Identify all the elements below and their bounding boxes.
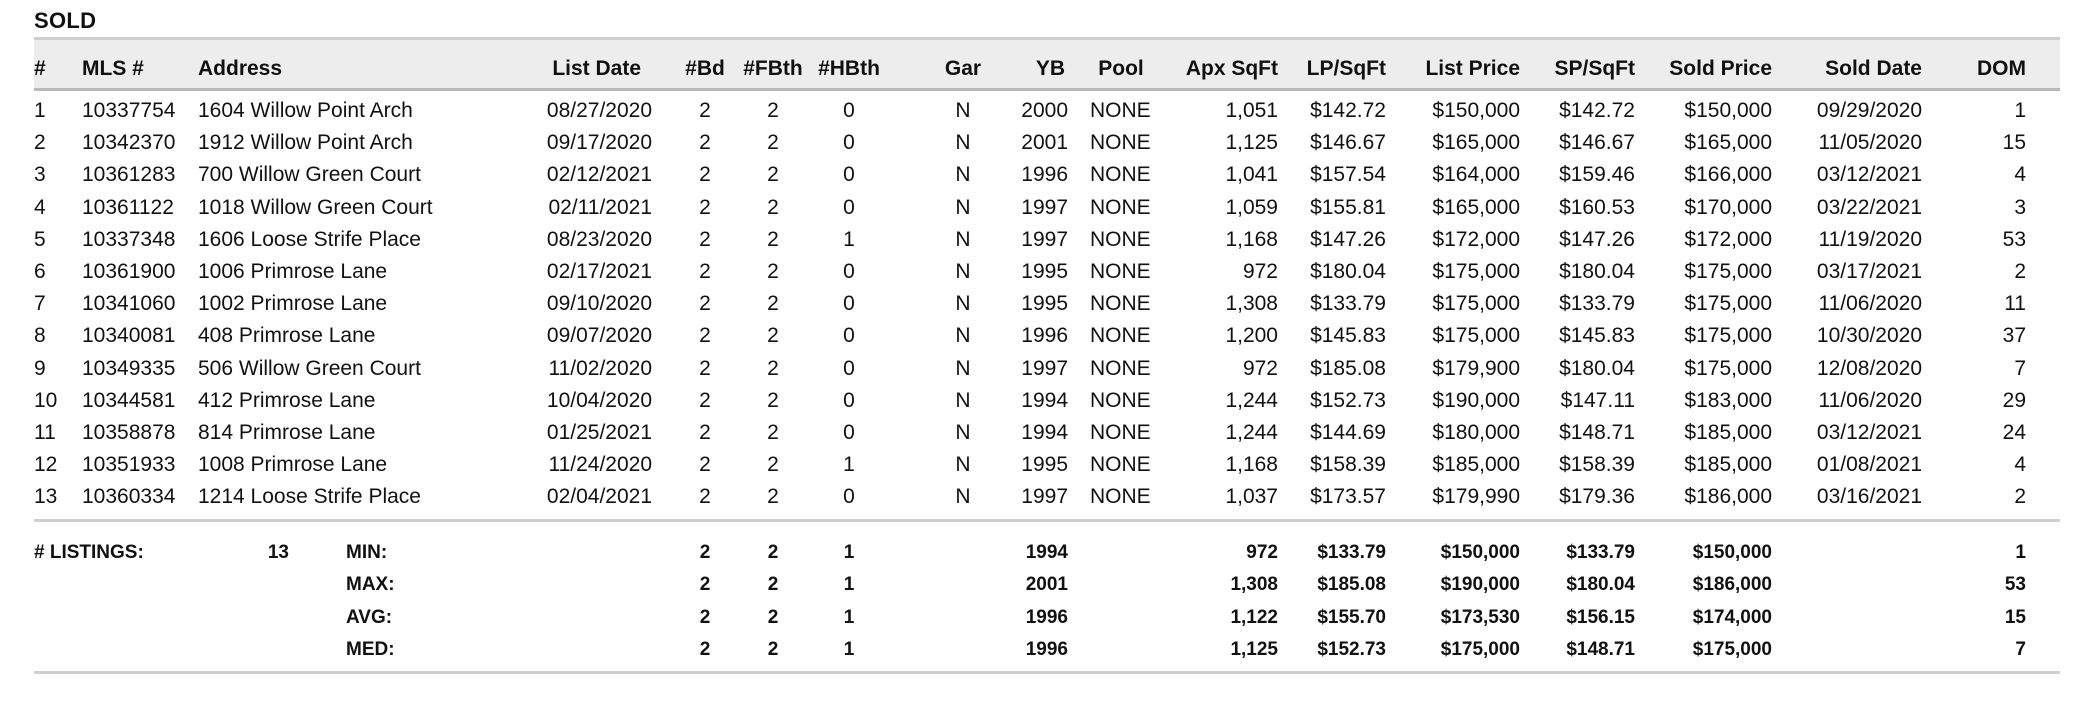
cell-address: 506 Willow Green Court [198, 356, 421, 380]
summary-hbth: 1 [843, 606, 855, 628]
column-header-sqft: Apx SqFt [1185, 57, 1278, 80]
cell-address: 412 Primrose Lane [198, 388, 376, 412]
cell-sold-date: 11/06/2020 [1818, 292, 1922, 316]
summary-label: MED: [346, 638, 395, 660]
cell-lp-sqft: $133.79 [1310, 292, 1386, 316]
cell-hbth: 0 [843, 131, 855, 155]
cell-row-num: 10 [34, 388, 58, 412]
cell-sqft: 972 [1242, 356, 1278, 380]
cell-hbth: 1 [843, 227, 855, 251]
cell-list-date: 11/24/2020 [548, 453, 652, 477]
cell-bd: 2 [699, 99, 711, 122]
cell-bd: 2 [699, 227, 711, 251]
cell-row-num: 2 [34, 131, 46, 155]
column-header-yb: YB [1035, 57, 1065, 80]
column-header-bd: #Bd [685, 57, 725, 80]
cell-sqft: 1,059 [1225, 195, 1278, 219]
cell-dom: 7 [2014, 356, 2026, 380]
cell-bd: 2 [699, 453, 711, 477]
cell-lp-sqft: $158.39 [1310, 453, 1386, 477]
cell-dom: 15 [2002, 131, 2026, 155]
cell-mls: 10340081 [82, 324, 176, 348]
cell-sp-sqft: $180.04 [1559, 356, 1635, 380]
cell-gar: N [955, 388, 971, 412]
cell-hbth: 0 [843, 485, 855, 509]
summary-sqft: 972 [1246, 542, 1278, 563]
cell-yb: 1996 [1021, 163, 1068, 187]
cell-sqft: 1,244 [1225, 388, 1278, 412]
cell-sold-date: 03/17/2021 [1816, 260, 1922, 283]
summary-bd: 2 [699, 574, 711, 596]
cell-sold-price: $172,000 [1684, 227, 1772, 251]
cell-list-price: $164,000 [1432, 163, 1520, 187]
listings-count: 13 [267, 542, 289, 563]
cell-list-date: 08/27/2020 [546, 99, 652, 122]
summary-lp-sqft: $152.73 [1317, 638, 1386, 660]
summary-lp-sqft: $185.08 [1317, 574, 1386, 596]
cell-bd: 2 [699, 485, 711, 509]
cell-yb: 1997 [1021, 485, 1068, 509]
cell-list-price: $180,000 [1432, 421, 1520, 444]
summary-sqft: 1,308 [1230, 574, 1278, 596]
cell-hbth: 0 [843, 421, 855, 444]
cell-lp-sqft: $142.72 [1310, 99, 1386, 122]
cell-sp-sqft: $146.67 [1559, 131, 1635, 155]
cell-yb: 1995 [1021, 260, 1068, 283]
cell-row-num: 7 [34, 292, 46, 316]
cell-pool: NONE [1090, 485, 1151, 509]
cell-address: 408 Primrose Lane [198, 324, 376, 348]
cell-hbth: 0 [843, 324, 855, 348]
cell-pool: NONE [1090, 356, 1151, 380]
cell-sqft: 1,168 [1225, 453, 1278, 477]
summary-sp-sqft: $156.15 [1566, 606, 1635, 628]
summary-list-price: $175,000 [1440, 638, 1520, 660]
cell-list-price: $172,000 [1432, 227, 1520, 251]
cell-sold-price: $166,000 [1684, 163, 1772, 187]
cell-pool: NONE [1090, 227, 1151, 251]
cell-sold-date: 11/19/2020 [1818, 227, 1922, 251]
cell-sqft: 1,051 [1225, 99, 1278, 122]
column-header-hbth: #HBth [818, 57, 880, 80]
cell-list-price: $175,000 [1432, 324, 1520, 348]
cell-address: 1606 Loose Strife Place [198, 227, 421, 251]
cell-lp-sqft: $173.57 [1310, 485, 1386, 509]
cell-bd: 2 [699, 292, 711, 316]
cell-sold-date: 03/16/2021 [1816, 485, 1922, 509]
cell-sp-sqft: $180.04 [1559, 260, 1635, 283]
cell-gar: N [955, 453, 971, 477]
cell-mls: 10349335 [82, 356, 176, 380]
summary-yb: 1996 [1025, 638, 1068, 660]
column-header-list-date: List Date [552, 57, 641, 80]
cell-pool: NONE [1090, 163, 1151, 187]
cell-sqft: 1,244 [1225, 421, 1278, 444]
cell-gar: N [955, 356, 971, 380]
cell-hbth: 0 [843, 388, 855, 412]
cell-mls: 10361122 [82, 195, 174, 219]
cell-hbth: 1 [843, 453, 855, 477]
cell-hbth: 0 [843, 260, 855, 283]
cell-mls: 10341060 [82, 292, 176, 316]
cell-dom: 2 [2014, 260, 2026, 283]
cell-fbth: 2 [767, 99, 779, 122]
cell-row-num: 13 [34, 485, 58, 509]
cell-address: 1002 Primrose Lane [198, 292, 388, 316]
cell-bd: 2 [699, 163, 711, 187]
cell-row-num: 1 [34, 99, 46, 122]
cell-gar: N [955, 131, 971, 155]
cell-list-price: $185,000 [1432, 453, 1520, 477]
summary-lp-sqft: $133.79 [1317, 542, 1386, 563]
cell-address: 1912 Willow Point Arch [198, 131, 413, 155]
cell-address: 1006 Primrose Lane [198, 260, 388, 283]
cell-gar: N [955, 227, 971, 251]
cell-list-date: 10/04/2020 [546, 388, 652, 412]
summary-fbth: 2 [767, 542, 779, 563]
cell-dom: 37 [2002, 324, 2026, 348]
cell-sold-price: $175,000 [1684, 356, 1772, 380]
cell-sp-sqft: $148.71 [1559, 421, 1635, 444]
cell-sp-sqft: $142.72 [1559, 99, 1635, 122]
summary-dom: 15 [2004, 606, 2026, 628]
summary-list-price: $173,530 [1440, 606, 1520, 628]
cell-list-price: $179,990 [1432, 485, 1520, 509]
cell-dom: 2 [2014, 485, 2026, 509]
cell-sqft: 1,125 [1225, 131, 1278, 155]
cell-list-date: 09/10/2020 [546, 292, 652, 316]
cell-lp-sqft: $146.67 [1310, 131, 1386, 155]
summary-sold-price: $150,000 [1692, 542, 1772, 563]
summary-list-price: $150,000 [1440, 542, 1520, 563]
cell-pool: NONE [1090, 260, 1151, 283]
summary-lp-sqft: $155.70 [1317, 606, 1386, 628]
cell-dom: 53 [2002, 227, 2026, 251]
cell-mls: 10358878 [82, 421, 176, 444]
summary-sold-price: $175,000 [1692, 638, 1772, 660]
cell-list-price: $179,900 [1432, 356, 1520, 380]
cell-list-date: 09/17/2020 [546, 131, 652, 155]
cell-sp-sqft: $160.53 [1559, 195, 1635, 219]
summary-sold-price: $186,000 [1692, 574, 1772, 596]
cell-gar: N [955, 292, 971, 316]
cell-address: 1214 Loose Strife Place [198, 485, 421, 509]
cell-sold-date: 09/29/2020 [1816, 99, 1922, 122]
summary-sold-price: $174,000 [1692, 606, 1772, 628]
cell-mls: 10344581 [82, 388, 176, 412]
cell-yb: 1994 [1021, 388, 1068, 412]
cell-hbth: 0 [843, 292, 855, 316]
cell-pool: NONE [1090, 324, 1151, 348]
column-header-sold-date: Sold Date [1825, 57, 1922, 80]
listings-count-label: # LISTINGS: [34, 542, 144, 563]
cell-sold-price: $150,000 [1684, 99, 1772, 122]
cell-sold-price: $186,000 [1684, 485, 1772, 509]
cell-fbth: 2 [767, 163, 779, 187]
column-header-pool: Pool [1098, 57, 1144, 80]
summary-sp-sqft: $148.71 [1566, 638, 1635, 660]
table-bottom-rule [34, 671, 2060, 674]
column-header-dom: DOM [1977, 57, 2026, 80]
cell-sold-price: $183,000 [1684, 388, 1772, 412]
cell-bd: 2 [699, 324, 711, 348]
cell-yb: 1997 [1021, 227, 1068, 251]
cell-sp-sqft: $147.11 [1560, 388, 1635, 412]
cell-fbth: 2 [767, 324, 779, 348]
cell-sold-date: 01/08/2021 [1816, 453, 1922, 477]
cell-pool: NONE [1090, 421, 1151, 444]
cell-sqft: 1,200 [1225, 324, 1278, 348]
cell-hbth: 0 [843, 356, 855, 380]
cell-sp-sqft: $133.79 [1559, 292, 1635, 316]
summary-yb: 1994 [1025, 542, 1068, 563]
cell-gar: N [955, 260, 971, 283]
cell-sold-price: $175,000 [1684, 260, 1772, 283]
summary-yb: 1996 [1025, 606, 1068, 628]
cell-lp-sqft: $152.73 [1310, 388, 1386, 412]
summary-sp-sqft: $133.79 [1566, 542, 1635, 563]
cell-sold-date: 11/05/2020 [1818, 131, 1922, 155]
cell-sp-sqft: $179.36 [1559, 485, 1635, 509]
summary-sqft: 1,122 [1230, 606, 1278, 628]
cell-mls: 10361900 [82, 260, 176, 283]
cell-yb: 2000 [1021, 99, 1068, 122]
cell-list-price: $190,000 [1432, 388, 1520, 412]
cell-list-price: $150,000 [1432, 99, 1520, 122]
cell-sold-price: $170,000 [1684, 195, 1772, 219]
cell-pool: NONE [1090, 195, 1151, 219]
cell-sold-price: $185,000 [1684, 421, 1772, 444]
cell-fbth: 2 [767, 195, 779, 219]
cell-fbth: 2 [767, 388, 779, 412]
cell-row-num: 4 [34, 195, 46, 219]
cell-gar: N [955, 324, 971, 348]
cell-sold-price: $175,000 [1684, 292, 1772, 316]
cell-list-date: 11/02/2020 [548, 356, 652, 380]
cell-hbth: 0 [843, 99, 855, 122]
cell-fbth: 2 [767, 453, 779, 477]
cell-lp-sqft: $180.04 [1310, 260, 1386, 283]
cell-fbth: 2 [767, 356, 779, 380]
summary-fbth: 2 [767, 638, 779, 660]
cell-fbth: 2 [767, 227, 779, 251]
summary-bd: 2 [699, 606, 711, 628]
cell-sqft: 1,168 [1225, 227, 1278, 251]
cell-mls: 10337754 [82, 99, 176, 122]
cell-row-num: 12 [34, 453, 58, 477]
cell-sold-date: 10/30/2020 [1816, 324, 1922, 348]
summary-dom: 7 [2015, 638, 2026, 660]
cell-bd: 2 [699, 388, 711, 412]
cell-sold-price: $165,000 [1684, 131, 1772, 155]
column-header-row-num: # [34, 57, 46, 80]
cell-row-num: 9 [34, 356, 46, 380]
cell-fbth: 2 [767, 131, 779, 155]
cell-sqft: 1,037 [1225, 485, 1278, 509]
cell-lp-sqft: $157.54 [1310, 163, 1386, 187]
cell-lp-sqft: $145.83 [1310, 324, 1386, 348]
column-header-lp-sqft: LP/SqFt [1306, 57, 1386, 80]
cell-mls: 10342370 [82, 131, 176, 155]
section-title: SOLD [34, 8, 97, 33]
cell-bd: 2 [699, 356, 711, 380]
cell-sold-price: $175,000 [1684, 324, 1772, 348]
cell-list-date: 02/12/2021 [546, 163, 652, 187]
cell-dom: 4 [2014, 453, 2026, 477]
cell-dom: 24 [2002, 421, 2026, 444]
summary-fbth: 2 [767, 606, 779, 628]
cell-list-price: $175,000 [1432, 260, 1520, 283]
summary-divider [34, 519, 2060, 522]
cell-row-num: 3 [34, 163, 46, 187]
cell-pool: NONE [1090, 292, 1151, 316]
cell-yb: 2001 [1021, 131, 1068, 155]
cell-fbth: 2 [767, 485, 779, 509]
cell-mls: 10337348 [82, 227, 176, 251]
cell-yb: 1995 [1021, 453, 1068, 477]
cell-sp-sqft: $147.26 [1559, 227, 1635, 251]
cell-address: 1008 Primrose Lane [198, 453, 388, 477]
cell-list-date: 09/07/2020 [546, 324, 652, 348]
cell-dom: 1 [2014, 99, 2026, 122]
cell-dom: 3 [2014, 195, 2026, 219]
cell-lp-sqft: $144.69 [1310, 421, 1386, 444]
summary-list-price: $190,000 [1440, 574, 1520, 596]
summary-label: MAX: [346, 574, 395, 596]
cell-row-num: 5 [34, 227, 46, 251]
cell-bd: 2 [699, 195, 711, 219]
cell-list-date: 02/17/2021 [546, 260, 652, 283]
cell-fbth: 2 [767, 421, 779, 444]
cell-sold-date: 03/12/2021 [1816, 163, 1922, 187]
cell-fbth: 2 [767, 292, 779, 316]
cell-sqft: 1,041 [1225, 163, 1278, 187]
cell-sold-date: 11/06/2020 [1818, 388, 1922, 412]
summary-dom: 53 [2004, 574, 2026, 596]
cell-yb: 1995 [1021, 292, 1068, 316]
cell-dom: 29 [2002, 388, 2026, 412]
cell-list-date: 02/04/2021 [546, 485, 652, 509]
column-header-sold-price: Sold Price [1669, 57, 1772, 80]
cell-sold-date: 03/22/2021 [1816, 195, 1922, 219]
column-header-fbth: #FBth [743, 57, 803, 80]
cell-yb: 1997 [1021, 356, 1068, 380]
cell-row-num: 6 [34, 260, 46, 283]
cell-lp-sqft: $147.26 [1310, 227, 1386, 251]
cell-yb: 1996 [1021, 324, 1068, 348]
summary-sqft: 1,125 [1230, 638, 1278, 660]
column-header-mls: MLS # [82, 57, 144, 80]
cell-yb: 1997 [1021, 195, 1068, 219]
cell-dom: 4 [2014, 163, 2026, 187]
summary-sp-sqft: $180.04 [1566, 574, 1635, 596]
cell-mls: 10351933 [82, 453, 176, 477]
cell-list-price: $175,000 [1432, 292, 1520, 316]
column-header-sp-sqft: SP/SqFt [1554, 57, 1635, 80]
cell-gar: N [955, 163, 971, 187]
cell-pool: NONE [1090, 388, 1151, 412]
summary-dom: 1 [2015, 542, 2026, 563]
cell-lp-sqft: $155.81 [1310, 195, 1386, 219]
cell-mls: 10360334 [82, 485, 176, 509]
cell-sp-sqft: $158.39 [1559, 453, 1635, 477]
summary-yb: 2001 [1025, 574, 1068, 596]
cell-sp-sqft: $159.46 [1559, 163, 1635, 187]
cell-list-date: 02/11/2021 [548, 195, 652, 219]
cell-row-num: 11 [34, 421, 56, 444]
cell-row-num: 8 [34, 324, 46, 348]
cell-sold-date: 12/08/2020 [1816, 356, 1922, 380]
cell-hbth: 0 [843, 195, 855, 219]
cell-gar: N [955, 485, 971, 509]
cell-list-price: $165,000 [1432, 131, 1520, 155]
cell-bd: 2 [699, 260, 711, 283]
cell-list-date: 01/25/2021 [546, 421, 652, 444]
summary-bd: 2 [699, 542, 711, 563]
summary-fbth: 2 [767, 574, 779, 596]
cell-address: 1018 Willow Green Court [198, 195, 433, 219]
column-header-list-price: List Price [1425, 57, 1520, 80]
column-header-gar: Gar [944, 57, 982, 80]
cell-hbth: 0 [843, 163, 855, 187]
cell-bd: 2 [699, 421, 711, 444]
cell-address: 700 Willow Green Court [198, 163, 421, 187]
cell-sqft: 1,308 [1225, 292, 1278, 316]
cell-bd: 2 [699, 131, 711, 155]
summary-label: AVG: [346, 606, 393, 628]
cell-pool: NONE [1090, 131, 1151, 155]
cell-gar: N [955, 99, 971, 122]
cell-sold-price: $185,000 [1684, 453, 1772, 477]
cell-address: 814 Primrose Lane [198, 421, 376, 444]
cell-list-date: 08/23/2020 [546, 227, 652, 251]
cell-address: 1604 Willow Point Arch [198, 99, 413, 122]
summary-label: MIN: [346, 542, 388, 563]
summary-hbth: 1 [843, 638, 855, 660]
cell-gar: N [955, 421, 971, 444]
cell-fbth: 2 [767, 260, 779, 283]
summary-hbth: 1 [843, 542, 855, 563]
cell-sold-date: 03/12/2021 [1816, 421, 1922, 444]
cell-sp-sqft: $145.83 [1559, 324, 1635, 348]
cell-list-price: $165,000 [1432, 195, 1520, 219]
cell-pool: NONE [1090, 99, 1151, 122]
summary-bd: 2 [699, 638, 711, 660]
summary-hbth: 1 [843, 574, 855, 596]
cell-mls: 10361283 [82, 163, 176, 187]
cell-sqft: 972 [1242, 260, 1278, 283]
cell-lp-sqft: $185.08 [1310, 356, 1386, 380]
cell-pool: NONE [1090, 453, 1151, 477]
cell-gar: N [955, 195, 971, 219]
cell-dom: 11 [2004, 292, 2026, 316]
column-header-address: Address [198, 57, 283, 80]
cell-yb: 1994 [1021, 421, 1068, 444]
